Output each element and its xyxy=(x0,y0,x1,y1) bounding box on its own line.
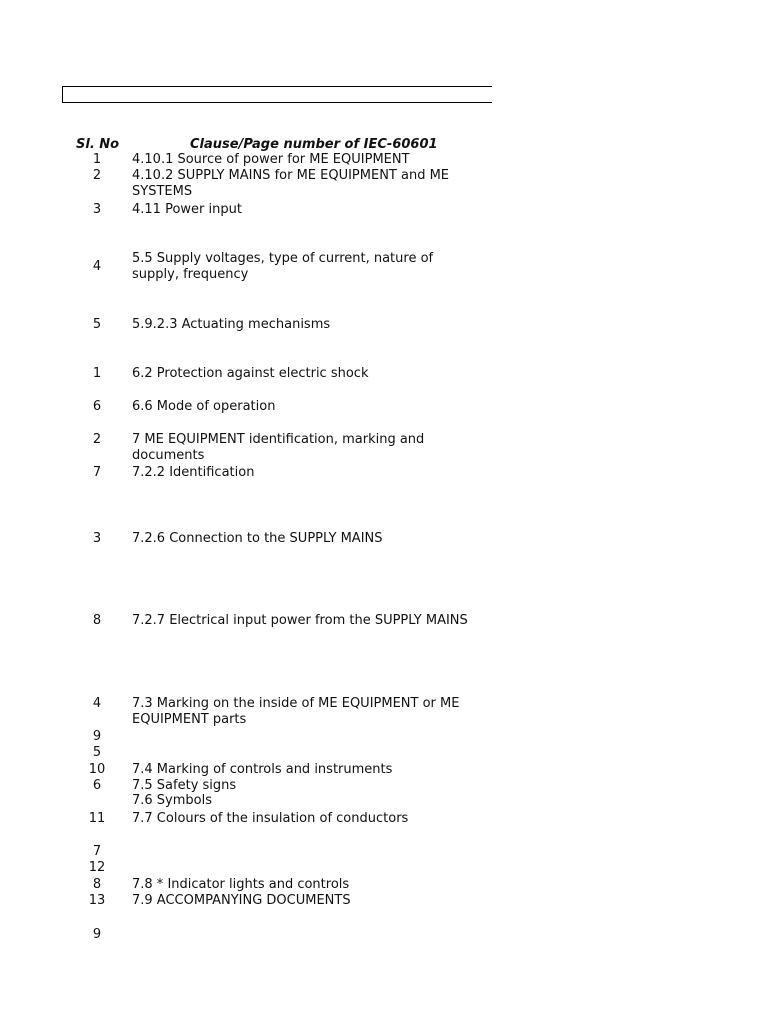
header-sl-no: Sl. No xyxy=(76,137,120,152)
table-row xyxy=(0,152,768,167)
row-clause: 5.9.2.3 Actuating mechanisms xyxy=(132,317,331,332)
row-clause: 7.5 Safety signs xyxy=(132,778,237,793)
row-sl-no: 9 xyxy=(92,729,102,744)
row-clause: 7.3 Marking on the inside of ME EQUIPMENT or ME EQUIPMENT parts xyxy=(132,696,460,727)
row-clause: 6.6 Mode of operation xyxy=(132,399,276,414)
row-clause: 7.7 Colours of the insulation of conductors xyxy=(132,811,409,826)
row-clause: 7.4 Marking of controls and instruments xyxy=(132,762,393,777)
row-sl-no: 6 xyxy=(92,399,102,414)
table-row xyxy=(0,927,768,942)
row-sl-no: 3 xyxy=(92,531,102,546)
row-clause: 5.5 Supply voltages, type of current, nature of supply, frequency xyxy=(132,251,434,282)
row-sl-no: 13 xyxy=(88,893,106,908)
row-clause: 7.2.6 Connection to the SUPPLY MAINS xyxy=(132,531,383,546)
table-row xyxy=(0,168,768,199)
table-row xyxy=(0,202,768,217)
row-sl-no: 3 xyxy=(92,202,102,217)
table-row xyxy=(0,877,768,892)
table-row xyxy=(0,613,768,628)
table-row xyxy=(0,860,768,875)
row-clause: 6.2 Protection against electric shock xyxy=(132,366,369,381)
table-row xyxy=(0,432,768,463)
row-sl-no: 11 xyxy=(88,811,106,826)
row-sl-no: 2 xyxy=(92,432,102,447)
row-sl-no: 8 xyxy=(92,877,102,892)
table-row xyxy=(0,762,768,777)
row-sl-no: 6 xyxy=(92,778,102,793)
row-clause: 7.6 Symbols xyxy=(132,793,213,808)
table-row xyxy=(0,531,768,546)
title-box xyxy=(62,86,492,103)
table-row xyxy=(0,893,768,908)
row-sl-no: 4 xyxy=(92,259,102,274)
table-row xyxy=(0,251,768,282)
row-sl-no: 12 xyxy=(88,860,106,875)
row-sl-no: 2 xyxy=(92,168,102,183)
row-clause: 7.8 * Indicator lights and controls xyxy=(132,877,350,892)
table-row xyxy=(0,844,768,859)
row-sl-no: 4 xyxy=(92,696,102,711)
row-sl-no: 10 xyxy=(88,762,106,777)
row-sl-no: 9 xyxy=(92,927,102,942)
header-clause: Clause/Page number of IEC-60601 xyxy=(190,137,438,152)
table-row xyxy=(0,793,768,808)
row-sl-no: 5 xyxy=(92,745,102,760)
row-sl-no: 8 xyxy=(92,613,102,628)
row-sl-no: 1 xyxy=(92,366,102,381)
table-row xyxy=(0,366,768,381)
row-clause: 4.10.1 Source of power for ME EQUIPMENT xyxy=(132,152,410,167)
table-row xyxy=(0,696,768,727)
table-row xyxy=(0,729,768,744)
row-sl-no: 1 xyxy=(92,152,102,167)
row-clause: 7.2.7 Electrical input power from the SUPPLY MAINS xyxy=(132,613,468,628)
table-row xyxy=(0,465,768,480)
row-clause: 7.2.2 Identification xyxy=(132,465,255,480)
table-row xyxy=(0,317,768,332)
row-clause: 7 ME EQUIPMENT identification, marking and documents xyxy=(132,432,425,463)
row-clause: 4.10.2 SUPPLY MAINS for ME EQUIPMENT and ME SYSTEMS xyxy=(132,168,450,199)
row-clause: 7.9 ACCOMPANYING DOCUMENTS xyxy=(132,893,351,908)
table-row xyxy=(0,778,768,793)
table-row xyxy=(0,399,768,414)
row-sl-no: 7 xyxy=(92,844,102,859)
row-sl-no: 5 xyxy=(92,317,102,332)
row-sl-no: 7 xyxy=(92,465,102,480)
table-row xyxy=(0,745,768,760)
row-clause: 4.11 Power input xyxy=(132,202,242,217)
table-row xyxy=(0,811,768,826)
